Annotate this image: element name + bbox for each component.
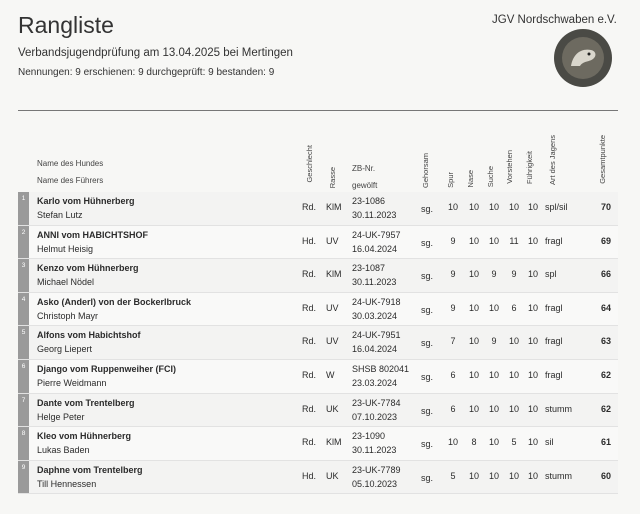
column-header-sex: Geschlecht bbox=[305, 145, 314, 183]
column-header-nose: Nase bbox=[466, 170, 475, 188]
table-row bbox=[18, 326, 618, 360]
total-points: 62 bbox=[600, 403, 611, 414]
score-track: 9 bbox=[450, 302, 456, 313]
score-pointing: 9 bbox=[511, 269, 517, 280]
dog-name: Django vom Ruppenweiher (FCI) bbox=[37, 363, 177, 374]
sex: Hd. bbox=[302, 470, 317, 481]
whelped-date: 30.11.2023 bbox=[352, 210, 397, 220]
zb-number: 23-UK-7789 bbox=[352, 464, 401, 475]
score-track: 10 bbox=[447, 437, 458, 448]
handler-name: Georg Liepert bbox=[37, 344, 93, 355]
hunting-style: fragl bbox=[545, 302, 563, 313]
score-track: 6 bbox=[450, 369, 456, 380]
sex: Rd. bbox=[302, 437, 317, 448]
race: KlM bbox=[326, 202, 342, 212]
score-handling: 10 bbox=[527, 470, 538, 481]
total-points: 64 bbox=[600, 302, 611, 313]
score-track: 10 bbox=[447, 202, 458, 212]
score-handling: 10 bbox=[527, 269, 538, 280]
dog-name: Kenzo vom Hühnerberg bbox=[37, 263, 139, 274]
organization-name: JGV Nordschwaben e.V. bbox=[492, 14, 617, 26]
score-nose: 8 bbox=[471, 437, 477, 448]
score-pointing: 10 bbox=[508, 202, 519, 212]
score-nose: 10 bbox=[468, 369, 479, 380]
handler-name: Lukas Baden bbox=[37, 445, 90, 456]
column-header-pointing: Vorstehen bbox=[505, 150, 514, 184]
score-search: 10 bbox=[488, 437, 499, 448]
score-track: 9 bbox=[450, 269, 456, 280]
rank-number: 9 bbox=[18, 461, 29, 494]
score-nose: 10 bbox=[468, 202, 479, 212]
obedience-grade: sg. bbox=[421, 338, 434, 349]
score-pointing: 6 bbox=[511, 302, 517, 313]
header-divider bbox=[18, 110, 618, 111]
race: UK bbox=[326, 470, 339, 481]
whelped-date: 16.04.2024 bbox=[352, 243, 398, 254]
dog-name: Kleo vom Hühnerberg bbox=[37, 431, 132, 442]
hunting-style: fragl bbox=[545, 336, 563, 347]
total-points: 60 bbox=[600, 470, 611, 481]
table-row bbox=[18, 461, 618, 495]
exam-subtitle: Verbandsjugendprüfung am 13.04.2025 bei Mertingen bbox=[18, 47, 293, 59]
zb-number: 23-UK-7784 bbox=[352, 397, 401, 408]
score-nose: 10 bbox=[468, 302, 479, 313]
hunting-style: spl bbox=[545, 269, 557, 280]
club-logo-icon bbox=[553, 28, 613, 88]
rank-number: 1 bbox=[18, 192, 29, 225]
score-pointing: 10 bbox=[508, 336, 519, 347]
sex: Rd. bbox=[302, 403, 317, 414]
table-row bbox=[18, 394, 618, 428]
zb-number: 24-UK-7918 bbox=[352, 296, 401, 307]
obedience-grade: sg. bbox=[421, 204, 434, 214]
sex: Hd. bbox=[302, 235, 317, 246]
zb-number: 23-1086 bbox=[352, 196, 386, 206]
score-nose: 10 bbox=[468, 470, 479, 481]
score-search: 9 bbox=[491, 336, 497, 347]
total-points: 69 bbox=[600, 235, 611, 246]
score-track: 5 bbox=[450, 470, 456, 481]
total-points: 61 bbox=[600, 437, 611, 448]
rank-number: 3 bbox=[18, 259, 29, 292]
obedience-grade: sg. bbox=[421, 237, 434, 248]
dog-name: Alfons vom Habichtshof bbox=[37, 330, 141, 341]
whelped-date: 30.11.2023 bbox=[352, 445, 397, 456]
score-pointing: 10 bbox=[508, 403, 519, 414]
dog-name: Karlo vom Hühnerberg bbox=[37, 196, 135, 206]
hunting-style: sil bbox=[545, 437, 554, 448]
race: UK bbox=[326, 403, 339, 414]
dog-name: Asko (Anderl) von der Bockerlbruck bbox=[37, 296, 192, 307]
obedience-grade: sg. bbox=[421, 371, 434, 382]
handler-name: Stefan Lutz bbox=[37, 210, 83, 220]
sex: Rd. bbox=[302, 269, 317, 280]
score-handling: 10 bbox=[527, 302, 538, 313]
handler-name: Pierre Weidmann bbox=[37, 377, 107, 388]
rank-number: 7 bbox=[18, 394, 29, 427]
score-handling: 10 bbox=[527, 202, 538, 212]
hunting-style: stumm bbox=[545, 403, 572, 414]
whelped-date: 30.11.2023 bbox=[352, 277, 397, 288]
whelped-date: 05.10.2023 bbox=[352, 478, 398, 489]
sex: Rd. bbox=[302, 202, 317, 212]
dog-name: Dante vom Trentelberg bbox=[37, 397, 135, 408]
score-handling: 10 bbox=[527, 369, 538, 380]
score-track: 7 bbox=[450, 336, 456, 347]
whelped-date: 30.03.2024 bbox=[352, 310, 398, 321]
hunting-style: fragl bbox=[545, 369, 563, 380]
column-header-track: Spur bbox=[446, 172, 455, 188]
score-handling: 10 bbox=[527, 437, 538, 448]
race: UV bbox=[326, 302, 339, 313]
obedience-grade: sg. bbox=[421, 271, 434, 282]
column-header-total-points: Gesamtpunkte bbox=[598, 135, 607, 184]
race: UV bbox=[326, 336, 339, 347]
rank-number: 5 bbox=[18, 326, 29, 359]
score-search: 10 bbox=[488, 403, 499, 414]
score-nose: 10 bbox=[468, 403, 479, 414]
column-header-race: Rasse bbox=[328, 167, 337, 189]
column-header-handler-name: Name des Führers bbox=[37, 176, 104, 185]
score-search: 10 bbox=[488, 235, 499, 246]
participant-counts: Nennungen: 9 erschienen: 9 durchgeprüft: 9 bestanden: 9 bbox=[18, 67, 275, 78]
sex: Rd. bbox=[302, 369, 317, 380]
handler-name: Helmut Heisig bbox=[37, 243, 94, 254]
score-track: 9 bbox=[450, 235, 456, 246]
total-points: 66 bbox=[600, 269, 611, 280]
handler-name: Till Hennessen bbox=[37, 478, 97, 489]
score-pointing: 5 bbox=[511, 437, 517, 448]
column-header-hunting-style: Art des Jagens bbox=[548, 135, 557, 186]
handler-name: Helge Peter bbox=[37, 411, 85, 422]
hunting-style: fragl bbox=[545, 235, 563, 246]
score-search: 10 bbox=[488, 202, 499, 212]
score-nose: 10 bbox=[468, 235, 479, 246]
total-points: 63 bbox=[600, 336, 611, 347]
total-points: 70 bbox=[600, 202, 611, 212]
whelped-date: 23.03.2024 bbox=[352, 377, 398, 388]
rank-number: 4 bbox=[18, 293, 29, 326]
score-handling: 10 bbox=[527, 336, 538, 347]
column-header-obedience: Gehorsam bbox=[421, 153, 430, 189]
race: UV bbox=[326, 235, 339, 246]
handler-name: Christoph Mayr bbox=[37, 310, 99, 321]
rank-number: 2 bbox=[18, 226, 29, 259]
zb-number: 24-UK-7951 bbox=[352, 330, 401, 341]
total-points: 62 bbox=[600, 369, 611, 380]
table-row bbox=[18, 226, 618, 260]
zb-number: 24-UK-7957 bbox=[352, 229, 401, 240]
table-row bbox=[18, 293, 618, 327]
table-row bbox=[18, 360, 618, 394]
column-header-dog-name: Name des Hundes bbox=[37, 159, 104, 168]
race: W bbox=[326, 369, 335, 380]
handler-name: Michael Nödel bbox=[37, 277, 95, 288]
column-header-search: Suche bbox=[486, 166, 495, 188]
rank-number: 8 bbox=[18, 427, 29, 460]
score-pointing: 11 bbox=[509, 235, 519, 246]
table-row bbox=[18, 259, 618, 293]
column-header-whelped: gewölft bbox=[352, 181, 378, 190]
obedience-grade: sg. bbox=[421, 439, 434, 450]
ranking-table bbox=[18, 192, 618, 494]
score-handling: 10 bbox=[527, 235, 538, 246]
zb-number: 23-1090 bbox=[352, 431, 386, 442]
dog-name: ANNI vom HABICHTSHOF bbox=[37, 229, 149, 240]
page-title: Rangliste bbox=[18, 12, 114, 38]
whelped-date: 07.10.2023 bbox=[352, 411, 398, 422]
score-search: 10 bbox=[488, 302, 499, 313]
score-search: 10 bbox=[488, 470, 499, 481]
whelped-date: 16.04.2024 bbox=[352, 344, 398, 355]
score-search: 9 bbox=[491, 269, 497, 280]
zb-number: SHSB 802041 bbox=[352, 363, 410, 374]
obedience-grade: sg. bbox=[421, 472, 434, 483]
score-pointing: 10 bbox=[508, 369, 519, 380]
sex: Rd. bbox=[302, 302, 317, 313]
obedience-grade: sg. bbox=[421, 405, 434, 416]
score-track: 6 bbox=[450, 403, 456, 414]
race: KlM bbox=[326, 437, 342, 448]
race: KlM bbox=[326, 269, 342, 280]
hunting-style: spl/sil bbox=[545, 202, 568, 212]
obedience-grade: sg. bbox=[421, 304, 434, 315]
table-row bbox=[18, 427, 618, 461]
hunting-style: stumm bbox=[545, 470, 572, 481]
score-nose: 10 bbox=[468, 269, 479, 280]
score-handling: 10 bbox=[527, 403, 538, 414]
score-pointing: 10 bbox=[508, 470, 519, 481]
column-header-zb-number: ZB-Nr. bbox=[352, 164, 376, 173]
column-header-handling: Führigkeit bbox=[525, 151, 534, 184]
score-nose: 10 bbox=[468, 336, 479, 347]
dog-name: Daphne vom Trentelberg bbox=[37, 464, 143, 475]
sex: Rd. bbox=[302, 336, 317, 347]
zb-number: 23-1087 bbox=[352, 263, 386, 274]
rank-number: 6 bbox=[18, 360, 29, 393]
score-search: 10 bbox=[488, 369, 499, 380]
table-row bbox=[18, 192, 618, 226]
